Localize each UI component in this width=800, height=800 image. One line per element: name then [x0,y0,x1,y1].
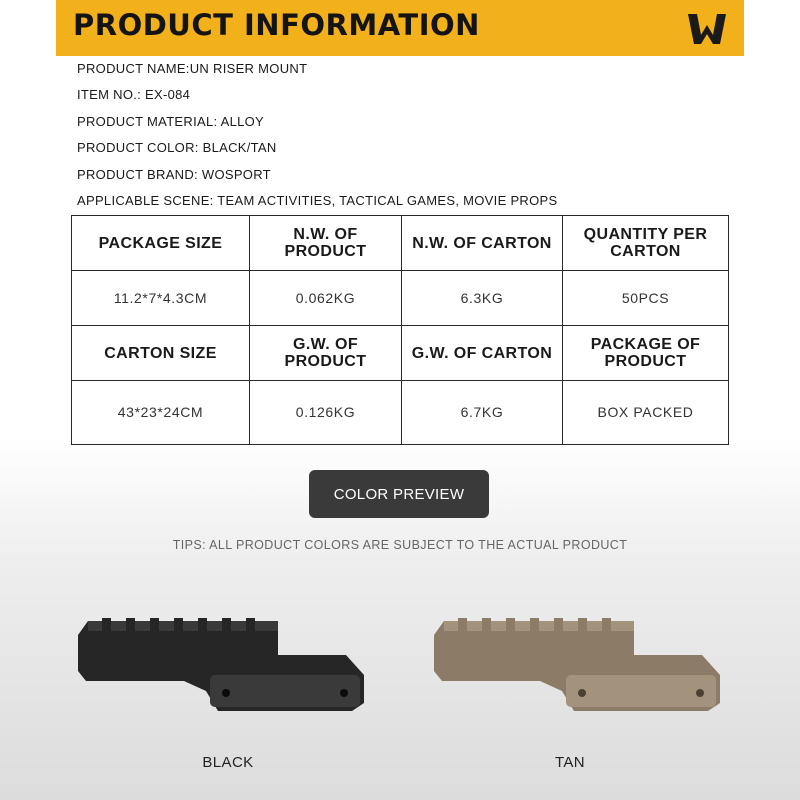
info-scene: APPLICABLE SCENE: TEAM ACTIVITIES, TACTICAL GAMES, MOVIE PROPS [77,192,558,208]
screw-hole [696,689,704,697]
value-carton-size: 43*23*24CM [72,381,250,445]
mount-clamp [566,675,716,707]
info-item-no: ITEM NO.: EX-084 [77,87,191,103]
color-label-tan: TAN [554,754,586,771]
value-package-product: BOX PACKED [563,381,729,445]
table-row [72,271,729,326]
header-gw-product: G.W. OF PRODUCT [250,326,402,381]
value-quantity-carton: 50PCS [563,271,729,326]
header-quantity-carton: QUANTITY PER CARTON [563,216,729,271]
header-gw-carton: G.W. OF CARTON [402,326,563,381]
table-row [72,216,729,271]
info-material: PRODUCT MATERIAL: ALLOY [77,113,265,129]
table-row [72,326,729,381]
header-package-product: PACKAGE OF PRODUCT [563,326,729,381]
header-package-size: PACKAGE SIZE [72,216,250,271]
spec-table [71,215,729,445]
info-product-name: PRODUCT NAME:UN RISER MOUNT [77,61,308,76]
header-banner [56,0,744,56]
color-preview-button[interactable]: COLOR PREVIEW [309,470,489,518]
product-info-list [77,58,557,216]
header-carton-size: CARTON SIZE [72,326,250,381]
screw-hole [340,689,348,697]
riser-mount-black-image [78,615,368,715]
info-brand: PRODUCT BRAND: WOSPORT [77,166,271,182]
value-nw-carton: 6.3KG [402,271,563,326]
mount-clamp [210,675,360,707]
value-nw-product: 0.062KG [250,271,402,326]
info-color: PRODUCT COLOR: BLACK/TAN [77,140,277,156]
header-nw-carton: N.W. OF CARTON [402,216,563,271]
header-nw-product: N.W. OF PRODUCT [250,216,402,271]
value-package-size: 11.2*7*4.3CM [72,271,250,326]
table-row [72,381,729,445]
banner-title: PRODUCT INFORMATION [73,8,480,42]
screw-hole [222,689,230,697]
tips-text: TIPS: ALL PRODUCT COLORS ARE SUBJECT TO THE ACTUAL PRODUCT [172,538,628,552]
screw-hole [578,689,586,697]
value-gw-carton: 6.7KG [402,381,563,445]
riser-mount-tan-image [434,615,724,715]
color-label-black: BLACK [202,754,254,771]
brand-logo-icon [687,13,727,45]
value-gw-product: 0.126KG [250,381,402,445]
